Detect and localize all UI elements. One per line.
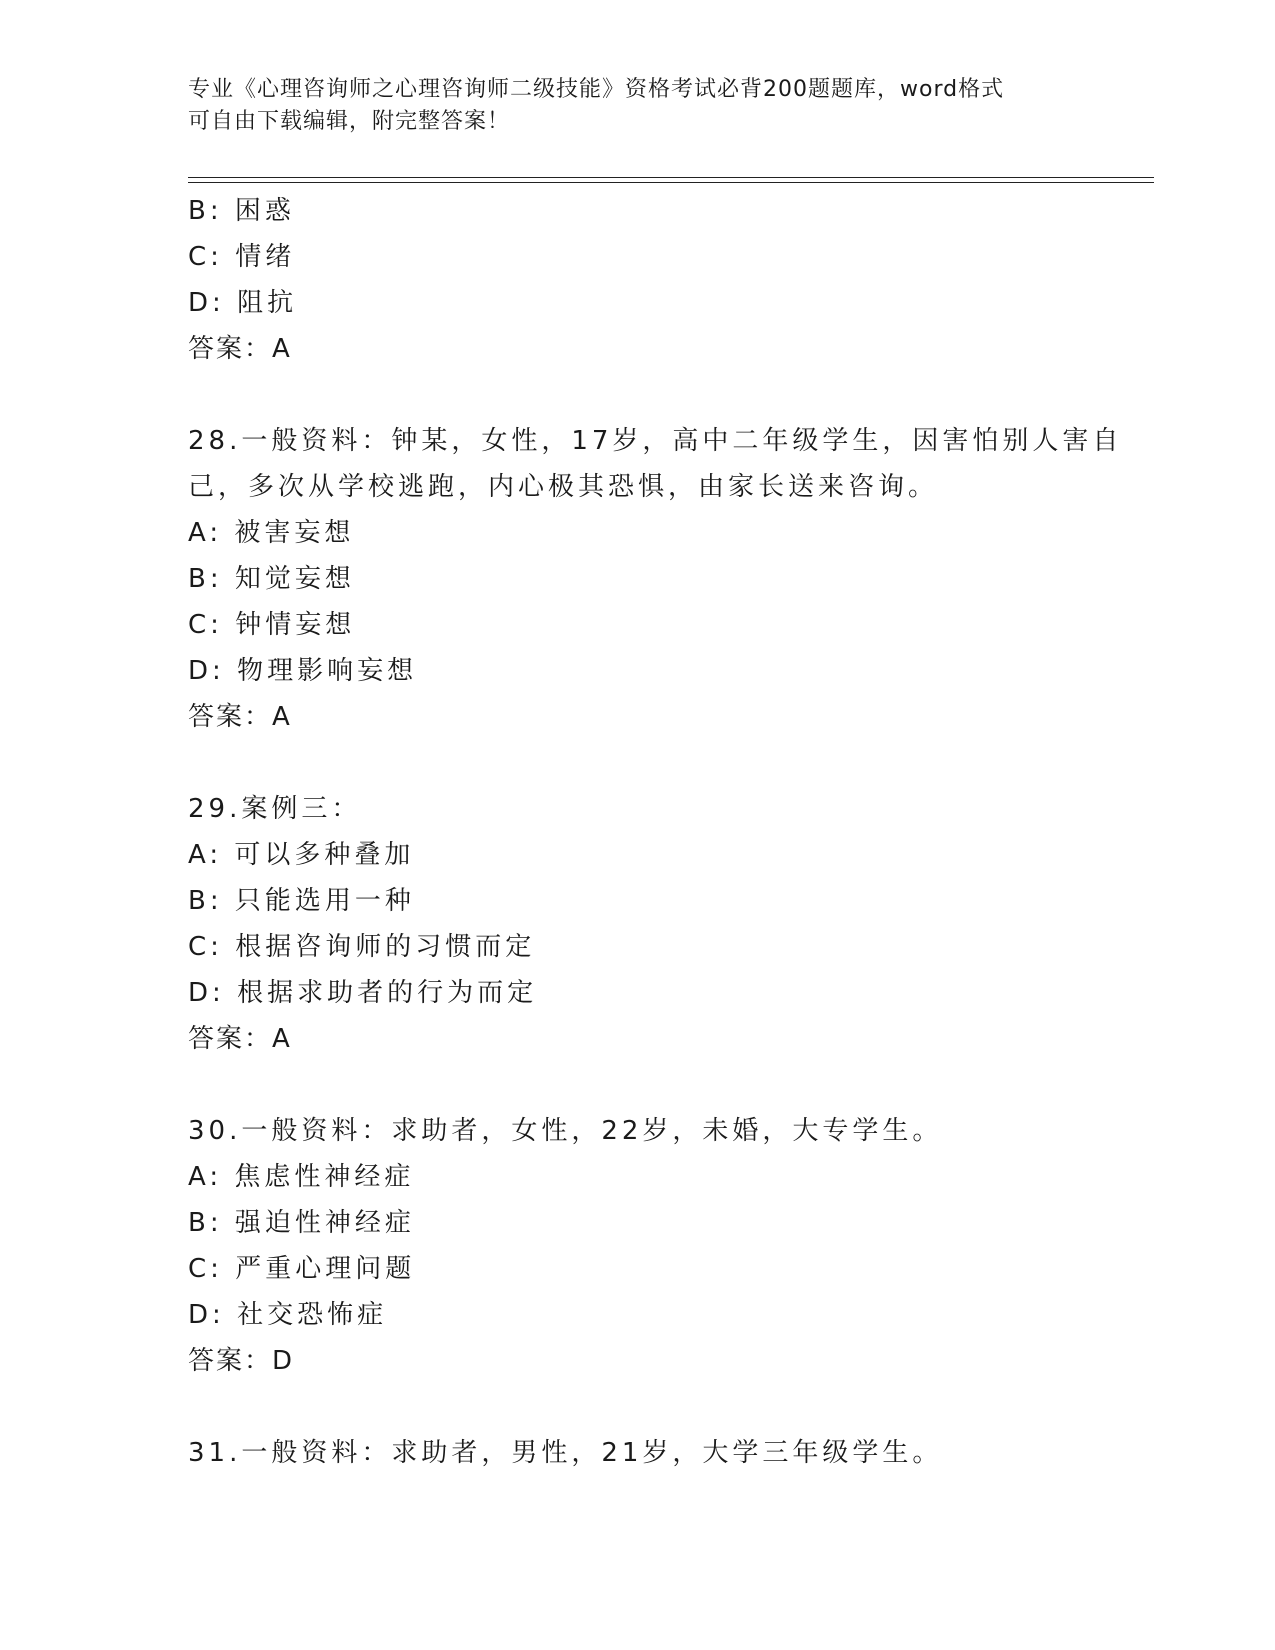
option-text: 严重心理问题 — [235, 1254, 416, 1284]
header-line-1: 专业《心理咨询师之心理咨询师二级技能》资格考试必背200题题库，word格式 — [188, 77, 1005, 102]
option-text: 焦虑性神经症 — [234, 1162, 415, 1192]
option-c: C: 根据咨询师的习惯而定 — [188, 932, 536, 962]
option-label: B — [188, 196, 210, 226]
option-text: 钟情妄想 — [235, 610, 356, 640]
option-text: 只能选用一种 — [234, 886, 415, 916]
option-label: D — [188, 1300, 213, 1330]
question-31 — [188, 1430, 1148, 1476]
question-30 — [188, 1108, 1148, 1384]
option-b: B: 只能选用一种 — [188, 886, 415, 916]
question-list — [188, 188, 1148, 1476]
option-label: D — [188, 288, 213, 318]
option-text: 阻抗 — [237, 288, 298, 318]
spacer — [188, 1384, 1148, 1430]
question-stem: 31.一般资料：求助者，男性，21岁，大学三年级学生。 — [188, 1438, 943, 1468]
option-text: 可以多种叠加 — [234, 840, 415, 870]
option-label: A — [188, 518, 210, 548]
option-label: C — [188, 932, 211, 962]
option-b: B: 困惑 — [188, 196, 295, 226]
option-label: D — [188, 978, 213, 1008]
question-stem: 己，多次从学校逃跑，内心极其恐惧，由家长送来咨询。 — [188, 472, 939, 502]
option-label: A — [188, 1162, 210, 1192]
option-text: 物理影响妄想 — [237, 656, 418, 686]
spacer — [188, 1062, 1148, 1108]
option-b: B: 知觉妄想 — [188, 564, 355, 594]
option-label: B — [188, 1208, 210, 1238]
question-stem: 28.一般资料：钟某，女性，17岁，高中二年级学生，因害怕别人害自 — [188, 426, 1123, 456]
option-b: B: 强迫性神经症 — [188, 1208, 415, 1238]
option-a: A: 可以多种叠加 — [188, 840, 415, 870]
prev-question-block — [188, 188, 1148, 372]
option-label: B — [188, 886, 210, 916]
header-divider-bottom — [188, 182, 1154, 183]
option-text: 困惑 — [234, 196, 295, 226]
header-divider-top — [188, 177, 1154, 178]
answer-line: 答案：D — [188, 1346, 295, 1376]
option-d: D: 阻抗 — [188, 288, 298, 318]
option-d: D: 根据求助者的行为而定 — [188, 978, 538, 1008]
question-stem: 30.一般资料：求助者，女性，22岁，未婚，大专学生。 — [188, 1116, 943, 1146]
option-label: C — [188, 1254, 211, 1284]
answer-line: 答案：A — [188, 1024, 292, 1054]
option-d: D: 社交恐怖症 — [188, 1300, 388, 1330]
option-d: D: 物理影响妄想 — [188, 656, 418, 686]
option-text: 情绪 — [235, 242, 296, 272]
question-29 — [188, 786, 1148, 1062]
option-text: 社交恐怖症 — [237, 1300, 388, 1330]
spacer — [188, 740, 1148, 786]
question-stem: 29.案例三： — [188, 794, 362, 824]
answer-line: 答案：A — [188, 334, 292, 364]
option-a: A: 被害妄想 — [188, 518, 355, 548]
document-header — [188, 74, 1088, 138]
option-label: C — [188, 242, 211, 272]
option-c: C: 钟情妄想 — [188, 610, 356, 640]
option-label: D — [188, 656, 213, 686]
option-c: C: 严重心理问题 — [188, 1254, 416, 1284]
option-text: 强迫性神经症 — [234, 1208, 415, 1238]
option-text: 根据求助者的行为而定 — [237, 978, 538, 1008]
answer-line: 答案：A — [188, 702, 292, 732]
header-line-2: 可自由下载编辑，附完整答案！ — [188, 109, 511, 134]
option-text: 知觉妄想 — [234, 564, 355, 594]
option-label: C — [188, 610, 211, 640]
option-a: A: 焦虑性神经症 — [188, 1162, 415, 1192]
option-c: C: 情绪 — [188, 242, 296, 272]
option-label: B — [188, 564, 210, 594]
option-label: A — [188, 840, 210, 870]
question-28 — [188, 418, 1148, 740]
option-text: 被害妄想 — [234, 518, 355, 548]
spacer — [188, 372, 1148, 418]
option-text: 根据咨询师的习惯而定 — [235, 932, 536, 962]
